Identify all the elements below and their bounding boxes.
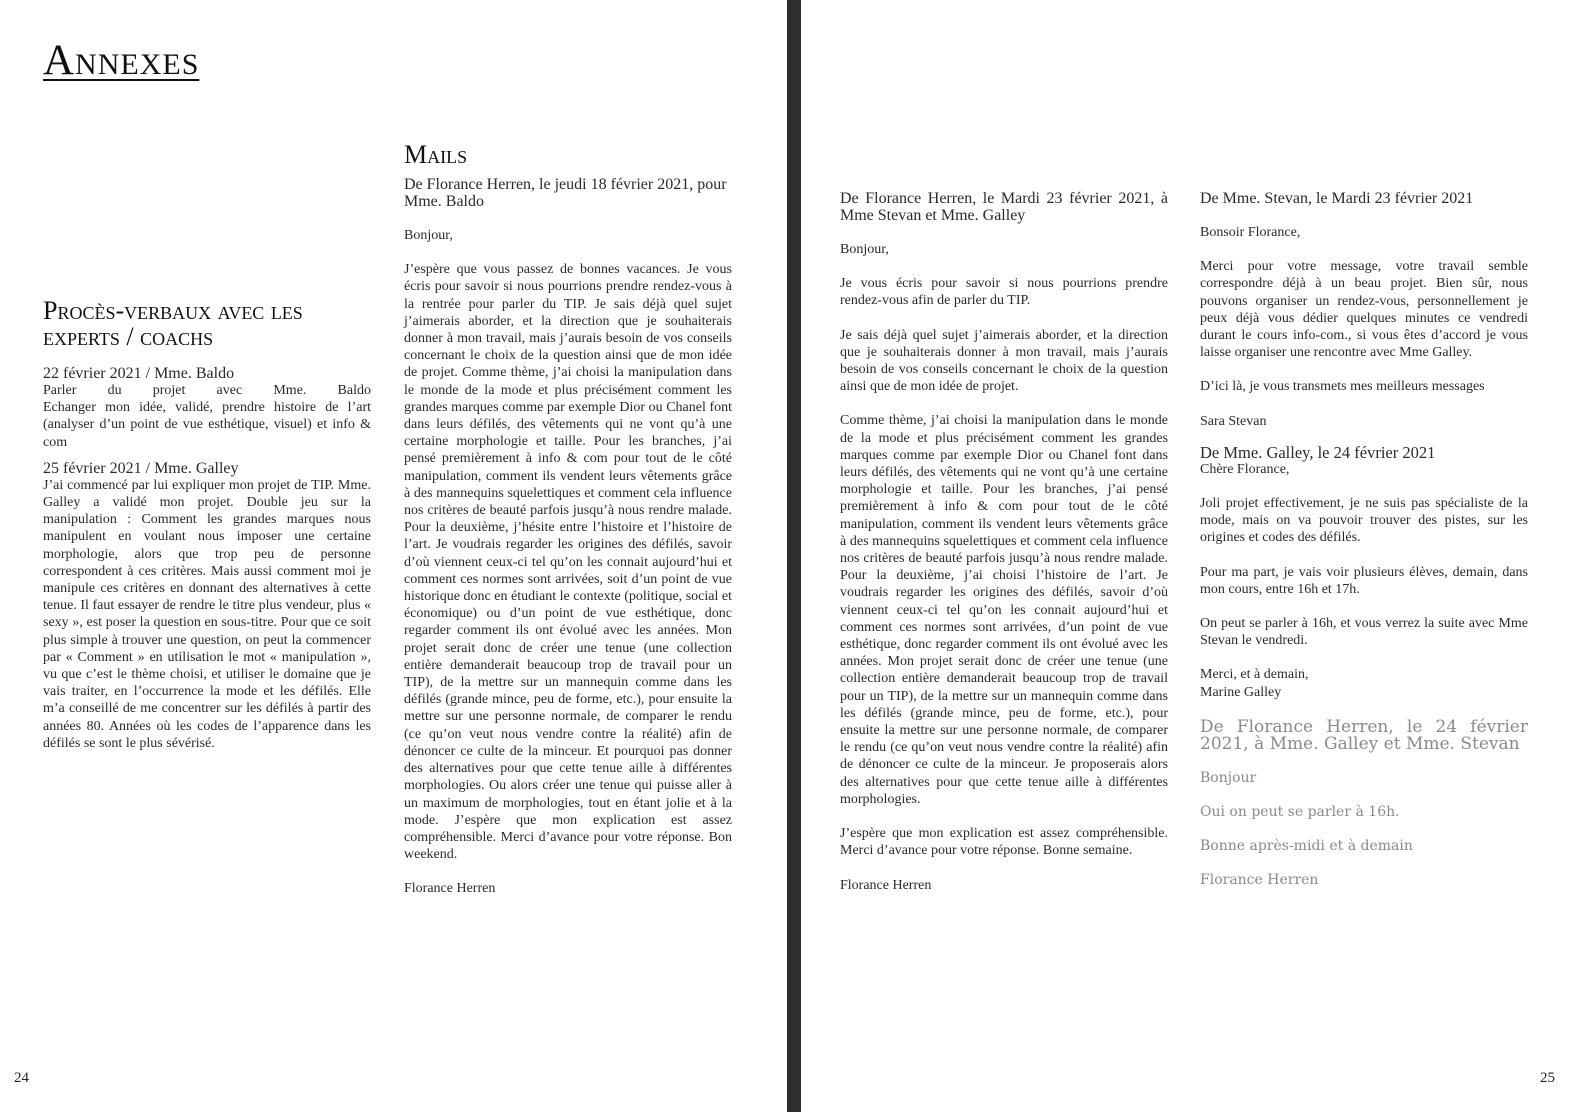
mail-greeting: Bonsoir Florance,: [1200, 225, 1301, 240]
mail-header: De Florance Herren, le jeudi 18 février 2021, pour Mme. Baldo: [404, 176, 727, 210]
mail-stevan-galley: [840, 190, 1168, 894]
mail-header: De Mme. Stevan, le Mardi 23 février 2021: [1200, 190, 1474, 207]
mail-paragraph: On peut se parler à 16h, et vous verrez la suite avec Mme Stevan le vendredi.: [1200, 616, 1528, 649]
mail-paragraph: Je sais déjà quel sujet j’aimerais aborder, et la direction que je souhaiterais donner à mon travail, mais j’aurais besoin de vos conseils concernant le choix de la question ainsi que de mon idée de projet.: [840, 327, 1168, 395]
pv-entry-text: Parler du projet avec Mme. Baldo: [43, 383, 371, 398]
mail-signature: Florance Herren: [404, 881, 496, 897]
mail-paragraph: D’ici là, je vous transmets mes meilleurs messages: [1200, 379, 1485, 395]
mail-greeting: Chère Florance,: [1200, 461, 1290, 477]
mail-signature: Sara Stevan: [1200, 413, 1267, 429]
mail-paragraph: Merci pour votre message, votre travail semble correspondre déjà à un beau projet. Bien sûr, nous pouvons organiser un rendez-vous, personnellement je peux déjà vous dédier quelques minutes ce vendredi durant le cours info-com., si vous êtes d’accord je vous laisse organiser une rencontre avec Mme Galley.: [1200, 259, 1528, 361]
pv-entry-text: Echanger mon idée, validé, prendre histoire de l’art (analyser d’un point de vue esthétique, visuel) et info & com: [43, 400, 371, 450]
mail-signature: Marine Galley: [1200, 684, 1282, 700]
pv-entry-date: 22 février 2021 / Mme. Baldo: [43, 365, 235, 382]
mail-greeting: Bonjour,: [840, 242, 889, 257]
left-page: [0, 0, 787, 1112]
mail-closing: Merci, et à demain,: [1200, 667, 1309, 683]
mails-section-title: Mails: [404, 140, 468, 169]
pv-section-title: Procès-verbaux avec les experts / coachs: [43, 296, 303, 351]
pv-entry-date: 25 février 2021 / Mme. Galley: [43, 459, 239, 477]
mail-signature: Florance Herren: [840, 877, 932, 893]
mail-paragraph: Bonne après-midi et à demain: [1200, 838, 1413, 855]
mail-header: De Florance Herren, le 24 février 2021, à Mme. Galley et Mme. Stevan: [1200, 716, 1528, 754]
mail-paragraph: Joli projet effectivement, je ne suis pas spécialiste de la mode, mais on va pouvoir trouver des pistes, sur les origines et codes des défilés.: [1200, 496, 1528, 546]
mail-signature: Florance Herren: [1200, 872, 1319, 889]
mail-greeting: Bonjour: [1200, 769, 1257, 786]
mail-paragraph: Pour ma part, je vais voir plusieurs élèves, demain, dans mon cours, entre 16h et 17h.: [1200, 564, 1528, 597]
mail-paragraph: J’espère que mon explication est assez compréhensible. Merci d’avance pour votre réponse. Bonne semaine.: [840, 826, 1168, 859]
annexes-title: Annexes: [43, 37, 200, 84]
mail-stevan-reply: [1200, 190, 1528, 890]
book-spine: [787, 0, 801, 1112]
mail-header: De Florance Herren, le Mardi 23 février 2021, à Mme Stevan et Mme. Galley: [840, 190, 1168, 224]
page-number: 25: [1540, 1070, 1555, 1086]
mail-greeting: Bonjour,: [404, 228, 453, 243]
mail-body: J’espère que vous passez de bonnes vacances. Je vous écris pour savoir si nous pourrions prendre rendez-vous à la rentrée pour parler du TIP. Je sais déjà quel sujet j’aimerais aborder, et la direction que je souhaiterais donner à mon travail, mais j’aurais besoin de vos conseils concernant le choix de la question ainsi que de mon idée de projet. Comme thème, j’ai choisi la manipulation dans le monde de la mode et plus précisément comment les grandes marques comme par exemple Dior ou Chanel font dans leurs défilés, des vêtements qui ne vont qu’à une certaine morphologie et taille. Pour les branches, j’ai pensé premièrement à info & com pour tout de le côté manipulation, comment ils vendent leurs vêtements grâce à des mannequins squelettiques et comment cela influence nos critères de beauté parfois jusqu’à nous rendre malade. Pour la deuxième, j’hésite entre l’histoire et l’histoire de l’art. Je voudrais regarder les origines des défilés, savoir d’où viennent ceux-ci tel qu’on les connait aujourd’hui et comment ces normes sont arrivées, soit d’un point de vue historique donc en étudiant le contexte (politique, social et économique) ou d’un point de vue esthétique, donc regarder comment ils ont évolué avec les années. Mon projet serait donc de créer une tenue (une collection entière demanderait beaucoup trop de travail pour un TIP), de la mettre sur un mannequin comme dans les défilés (grande mince, peu de forme, etc.), pour ensuite la mettre sur une personne normale, de comparer le rendu (ce qu’on veut nous vendre contre la réalité) afin de dénoncer ce culte de la minceur. Et pourquoi pas donner des alternatives pour que cette tenue aille à différentes morphologies. Ou alors créer une tenue qui puisse aller à un maximum de morphologies, tout en étant jolie et à la mode. J’espère que mon explication est assez compréhensible. Merci d’avance pour votre réponse. Bon weekend.: [404, 262, 732, 863]
pv-entry-text: J’ai commencé par lui expliquer mon projet de TIP. Mme. Galley a validé mon projet. Double jeu sur la manipulation : Comment les grandes marques nous manipulent en voulant nous imposer une certaine morphologie, alors que trop peu de personne correspondent à ces critères. Mais aussi comment moi je manipule ces critères en donnant des alternatives à cette tenue. Il faut essayer de rendre le titre plus vendeur, plus « sexy », est poser la question en sous-titre. Pour que ce soit plus simple à trouver une question, on peut la commencer par « Comment » en utilisation le mot « manipulation », vu que c’est le thème choisi, et utiliser le domaine que je vais traiter, en l’occurrence la mode et les défilés. Elle m’a conseillé de me concentrer sur les défilés à partir des années 80. Années où les codes de l’apparence dans les défilés se sont le plus sévérisé.: [43, 477, 371, 751]
mail-baldo: [404, 176, 732, 898]
mail-header: De Mme. Galley, le 24 février 2021: [1200, 442, 1436, 462]
mail-paragraph: Comme thème, j’ai choisi la manipulation dans le monde de la mode et plus précisément comment les grandes marques comme par exemple Dior ou Chanel font dans leurs défilés, des vêtements qui ne vont qu’à une certaine morphologie et taille. Pour les branches, j’ai pensé premièrement à info & com pour tout de le côté manipulation, comment ils vendent leurs vêtements grâce à des mannequins squelettiques et comment cela influence nos critères de beauté parfois jusqu’à nous rendre malade. Pour la deuxième, j’ai choisi l’histoire de l’art. Je voudrais regarder les origines des défilés, savoir d’où viennent ceux-ci tel qu’on les connait aujourd’hui et comment ces normes sont arrivées, d’un point de vue esthétique, donc regarder comment ils ont évolué avec les années. Mon projet serait donc de créer une tenue (une collection entière demanderait beaucoup trop de travail pour un TIP), de la mettre sur un mannequin comme dans les défilés (grande mince, peu de forme, etc.), pour ensuite la mettre sur une personne normale, de comparer le rendu (ce qu’on veut nous vendre contre la réalité) afin de dénoncer ce culte de la minceur. Je proposerais alors des alternatives pour que cette tenue aille à différentes morphologies.: [840, 413, 1168, 807]
mail-paragraph: Je vous écris pour savoir si nous pourrions prendre rendez-vous afin de parler du TIP.: [840, 276, 1168, 309]
pv-column: [43, 365, 371, 752]
mail-paragraph: Oui on peut se parler à 16h.: [1200, 804, 1400, 821]
page-number: 24: [14, 1070, 29, 1086]
